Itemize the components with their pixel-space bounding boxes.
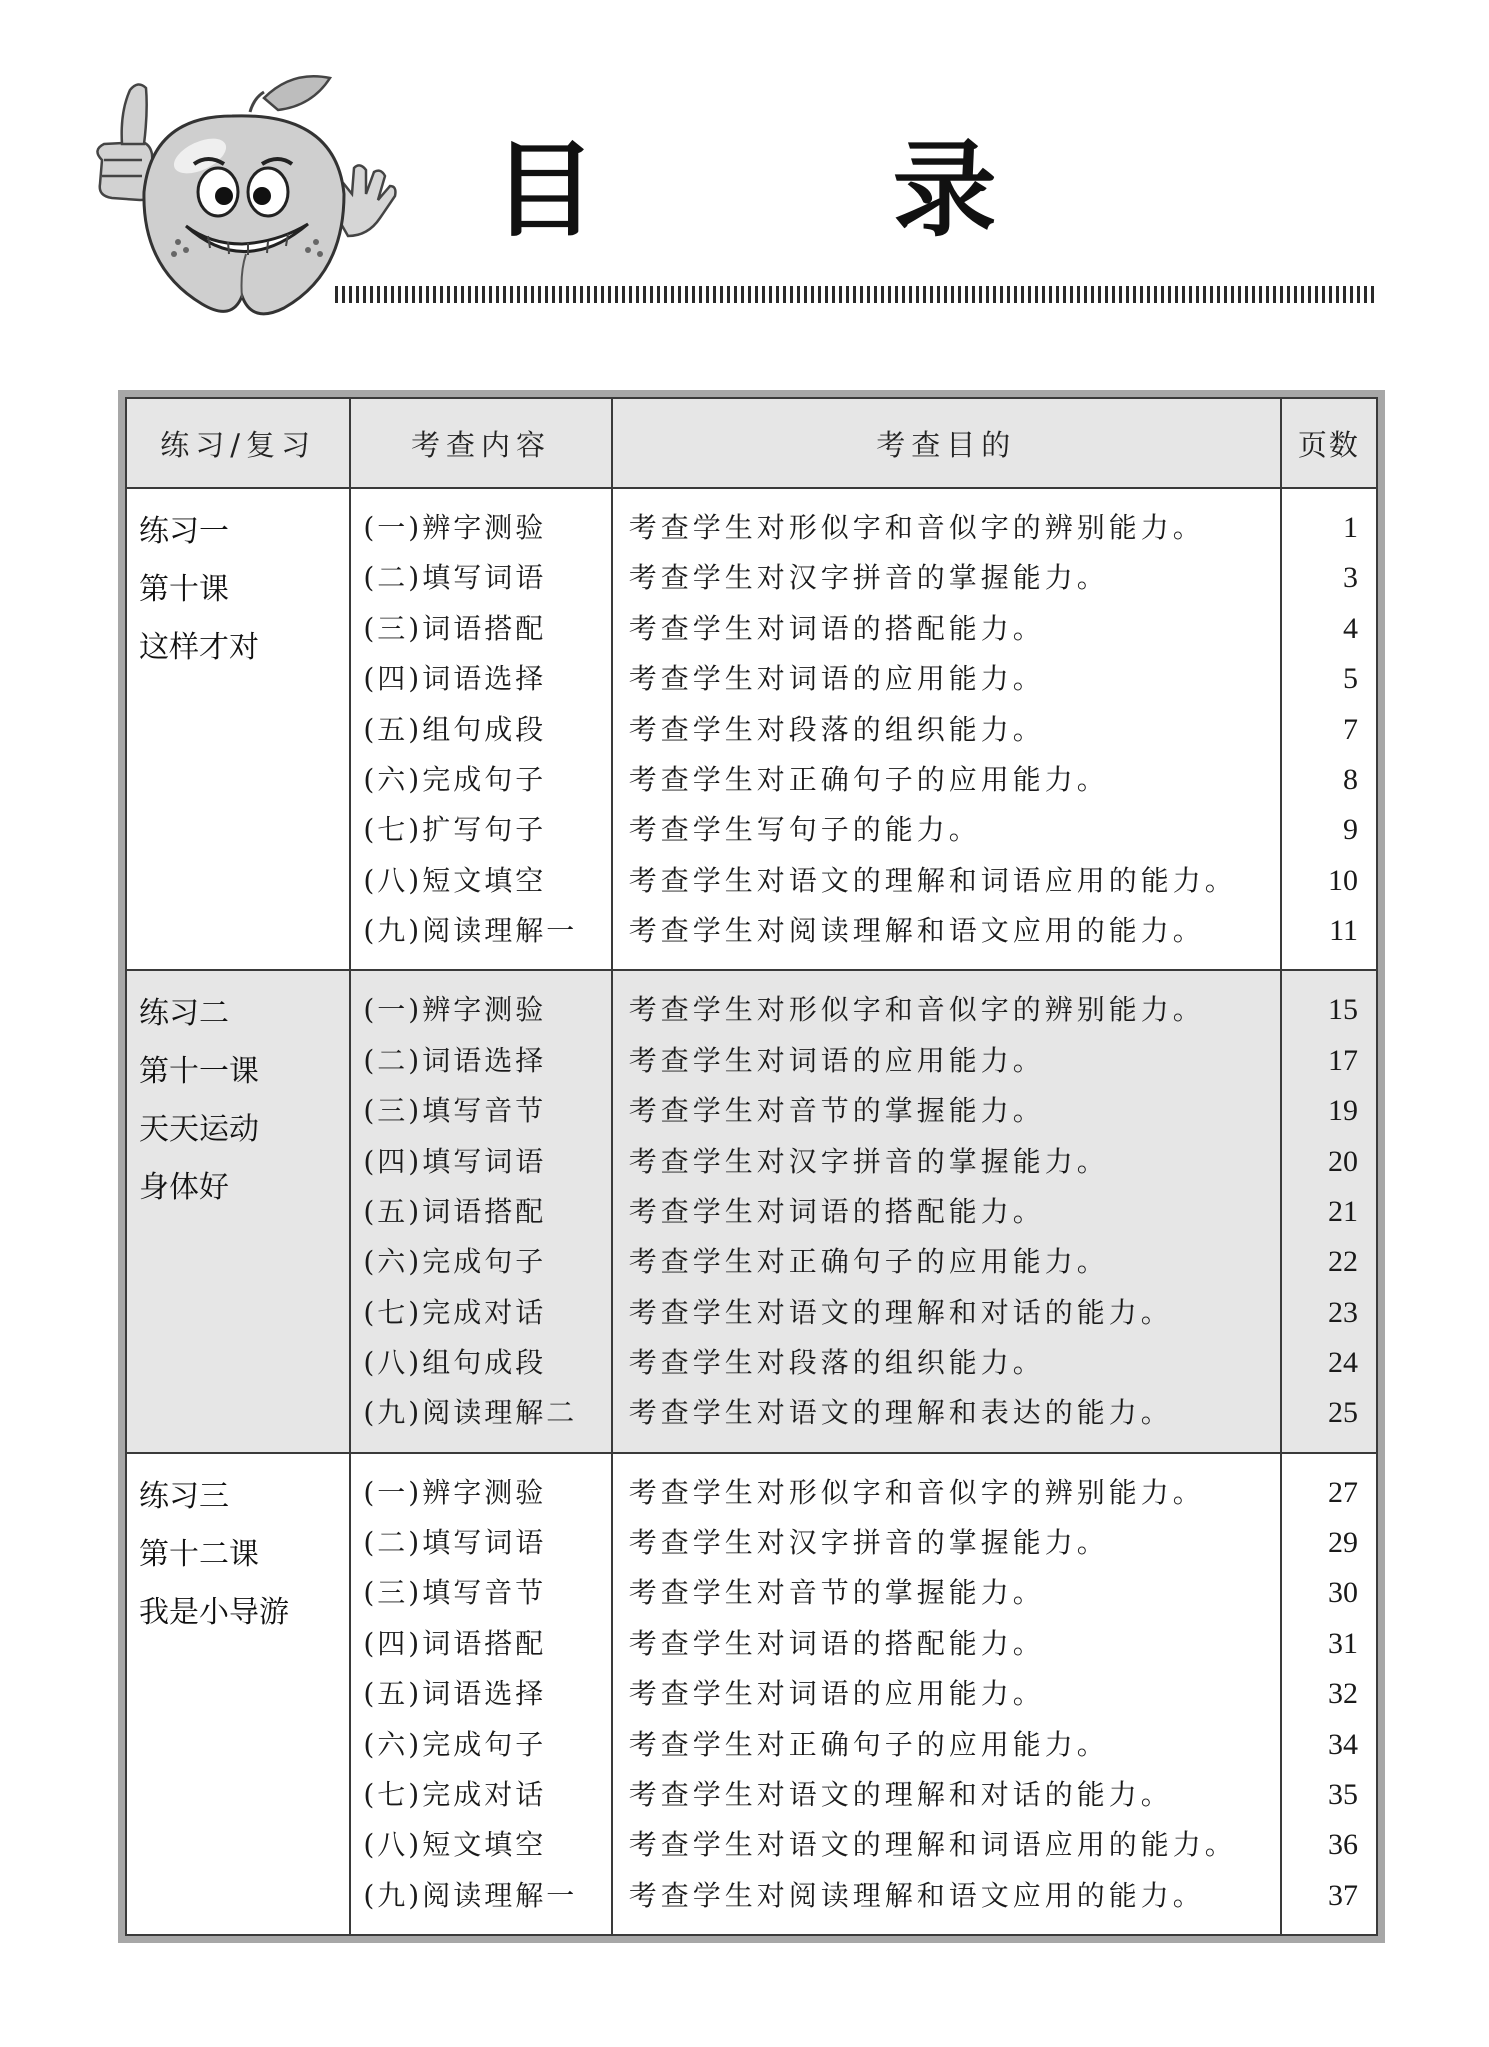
purpose-list	[612, 488, 1281, 970]
toc-item-purpose: 考查学生对语文的理解和词语应用的能力。	[628, 863, 1237, 897]
toc-section-1	[126, 488, 1377, 970]
header-exercise: 练习/复习	[126, 398, 350, 488]
toc-item-content[interactable]: (三)填写音节	[363, 1576, 547, 1610]
section-label-line: 我是小导游	[139, 1594, 289, 1630]
toc-item-purpose: 考查学生对形似字和音似字的辨别能力。	[628, 1475, 1205, 1509]
header-content: 考查内容	[350, 398, 611, 488]
content-list	[350, 1453, 611, 1935]
toc-item-purpose: 考查学生对词语的应用能力。	[628, 1043, 1045, 1077]
toc-item-page[interactable]: 10	[1328, 863, 1358, 897]
toc-item-purpose: 考查学生对汉字拼音的掌握能力。	[628, 1144, 1109, 1178]
toc-item-content[interactable]: (六)完成句子	[363, 762, 547, 796]
toc-item-purpose: 考查学生对语文的理解和对话的能力。	[628, 1778, 1173, 1811]
toc-item-purpose: 考查学生对正确句子的应用能力。	[628, 762, 1109, 796]
section-label	[126, 970, 350, 1452]
section-label-line: 身体好	[139, 1170, 229, 1206]
content-list	[350, 488, 611, 970]
toc-item-content[interactable]: (七)完成对话	[363, 1778, 547, 1811]
leaf-icon	[264, 76, 330, 110]
toc-item-purpose: 考查学生对段落的组织能力。	[628, 1346, 1045, 1380]
toc-item-purpose: 考查学生对音节的掌握能力。	[628, 1576, 1045, 1610]
toc-item-page[interactable]: 27	[1328, 1475, 1358, 1509]
section-label-line: 练习三	[139, 1478, 229, 1514]
toc-item-page[interactable]: 37	[1328, 1878, 1358, 1912]
toc-item-page[interactable]: 32	[1328, 1677, 1358, 1711]
page-list	[1281, 970, 1377, 1452]
toc-item-content[interactable]: (七)扩写句子	[363, 813, 547, 847]
toc-item-purpose: 考查学生对词语的搭配能力。	[628, 1194, 1045, 1228]
toc-item-purpose: 考查学生对语文的理解和词语应用的能力。	[628, 1828, 1237, 1862]
toc-item-page[interactable]: 5	[1343, 662, 1358, 696]
page-list	[1281, 1453, 1377, 1935]
toc-item-page[interactable]: 4	[1343, 611, 1358, 645]
section-label-line: 天天运动	[139, 1112, 259, 1148]
toc-item-content[interactable]: (八)短文填空	[363, 863, 547, 897]
toc-item-purpose: 考查学生对正确句子的应用能力。	[628, 1245, 1109, 1279]
toc-item-purpose: 考查学生对词语的搭配能力。	[628, 611, 1045, 645]
toc-item-content[interactable]: (四)填写词语	[363, 1144, 547, 1178]
toc-item-page[interactable]: 9	[1343, 813, 1358, 847]
toc-item-page[interactable]: 25	[1328, 1396, 1358, 1430]
page-title: 目 录	[492, 129, 1127, 251]
toc-item-content[interactable]: (四)词语选择	[363, 662, 547, 696]
toc-item-purpose: 考查学生对形似字和音似字的辨别能力。	[628, 511, 1205, 544]
toc-item-content[interactable]: (一)辨字测验	[363, 511, 547, 544]
toc-item-content[interactable]: (八)组句成段	[363, 1346, 547, 1380]
toc-section-2	[126, 970, 1377, 1452]
toc-item-content[interactable]: (五)词语选择	[363, 1677, 547, 1711]
toc-item-page[interactable]: 20	[1328, 1144, 1358, 1178]
toc-item-purpose: 考查学生对汉字拼音的掌握能力。	[628, 561, 1109, 595]
toc-item-content[interactable]: (五)词语搭配	[363, 1194, 547, 1228]
toc-item-page[interactable]: 35	[1328, 1778, 1358, 1811]
section-label-line: 练习一	[139, 514, 229, 549]
toc-item-page[interactable]: 11	[1329, 914, 1358, 948]
toc-item-purpose: 考查学生对语文的理解和对话的能力。	[628, 1295, 1173, 1329]
toc-item-purpose: 考查学生写句子的能力。	[628, 813, 981, 847]
toc-item-page[interactable]: 21	[1328, 1194, 1358, 1228]
toc-item-page[interactable]: 19	[1328, 1094, 1358, 1128]
toc-item-purpose: 考查学生对正确句子的应用能力。	[628, 1727, 1109, 1761]
toc-item-page[interactable]: 29	[1328, 1526, 1358, 1560]
section-label-line: 第十二课	[139, 1536, 259, 1572]
toc-item-page[interactable]: 23	[1328, 1295, 1358, 1329]
toc-item-page[interactable]: 3	[1343, 561, 1358, 595]
toc-item-content[interactable]: (二)填写词语	[363, 561, 547, 595]
header-purpose: 考查目的	[612, 398, 1281, 488]
toc-item-page[interactable]: 30	[1328, 1576, 1358, 1610]
content-list	[350, 970, 611, 1452]
toc-item-content[interactable]: (七)完成对话	[363, 1295, 547, 1329]
purpose-list	[612, 1453, 1281, 1935]
toc-item-content[interactable]: (九)阅读理解二	[363, 1396, 578, 1430]
toc-item-content[interactable]: (一)辨字测验	[363, 993, 547, 1027]
toc-item-page[interactable]: 15	[1328, 993, 1358, 1027]
toc-item-content[interactable]: (九)阅读理解一	[363, 914, 578, 948]
toc-item-content[interactable]: (四)词语搭配	[363, 1626, 547, 1660]
toc-item-page[interactable]: 36	[1328, 1828, 1358, 1862]
toc-item-purpose: 考查学生对阅读理解和语文应用的能力。	[628, 914, 1205, 948]
toc-item-content[interactable]: (五)组句成段	[363, 712, 547, 746]
toc-item-purpose: 考查学生对词语的搭配能力。	[628, 1626, 1045, 1660]
toc-item-purpose: 考查学生对词语的应用能力。	[628, 662, 1045, 696]
section-label-line: 练习二	[139, 996, 229, 1032]
toc-item-content[interactable]: (六)完成句子	[363, 1245, 547, 1279]
page-list	[1281, 488, 1377, 970]
toc-item-content[interactable]: (一)辨字测验	[363, 1475, 547, 1509]
section-label-line: 这样才对	[139, 630, 259, 665]
toc-item-content[interactable]: (三)填写音节	[363, 1094, 547, 1128]
toc-item-content[interactable]: (三)词语搭配	[363, 611, 547, 645]
toc-section-3	[126, 1453, 1377, 1935]
table-of-contents	[118, 390, 1385, 1943]
toc-item-page[interactable]: 24	[1328, 1346, 1358, 1380]
toc-item-purpose: 考查学生对段落的组织能力。	[628, 712, 1045, 746]
section-label	[126, 1453, 350, 1935]
toc-item-page[interactable]: 7	[1343, 712, 1358, 746]
toc-item-purpose: 考查学生对阅读理解和语文应用的能力。	[628, 1878, 1205, 1912]
title-underline-divider	[335, 286, 1375, 303]
toc-item-content[interactable]: (九)阅读理解一	[363, 1878, 578, 1912]
toc-table	[125, 397, 1378, 1936]
toc-header-row	[126, 398, 1377, 488]
toc-item-purpose: 考查学生对词语的应用能力。	[628, 1677, 1045, 1711]
section-label	[126, 488, 350, 970]
toc-item-purpose: 考查学生对语文的理解和表达的能力。	[628, 1396, 1173, 1430]
toc-item-content[interactable]: (二)填写词语	[363, 1526, 547, 1560]
toc-item-purpose: 考查学生对汉字拼音的掌握能力。	[628, 1526, 1109, 1560]
toc-item-content[interactable]: (八)短文填空	[363, 1828, 547, 1862]
purpose-list	[612, 970, 1281, 1452]
section-label-line: 第十一课	[139, 1054, 259, 1090]
toc-item-page[interactable]: 34	[1328, 1727, 1358, 1761]
toc-item-content[interactable]: (二)词语选择	[363, 1043, 547, 1077]
toc-item-page[interactable]: 1	[1343, 511, 1358, 544]
toc-item-page[interactable]: 8	[1343, 762, 1358, 796]
toc-item-content[interactable]: (六)完成句子	[363, 1727, 547, 1761]
toc-item-page[interactable]: 31	[1328, 1626, 1358, 1660]
toc-item-page[interactable]: 22	[1328, 1245, 1358, 1279]
header-page: 页数	[1281, 398, 1377, 488]
toc-item-purpose: 考查学生对形似字和音似字的辨别能力。	[628, 993, 1205, 1027]
section-label-line: 第十课	[139, 572, 229, 607]
toc-item-page[interactable]: 17	[1328, 1043, 1358, 1077]
toc-item-purpose: 考查学生对音节的掌握能力。	[628, 1094, 1045, 1128]
